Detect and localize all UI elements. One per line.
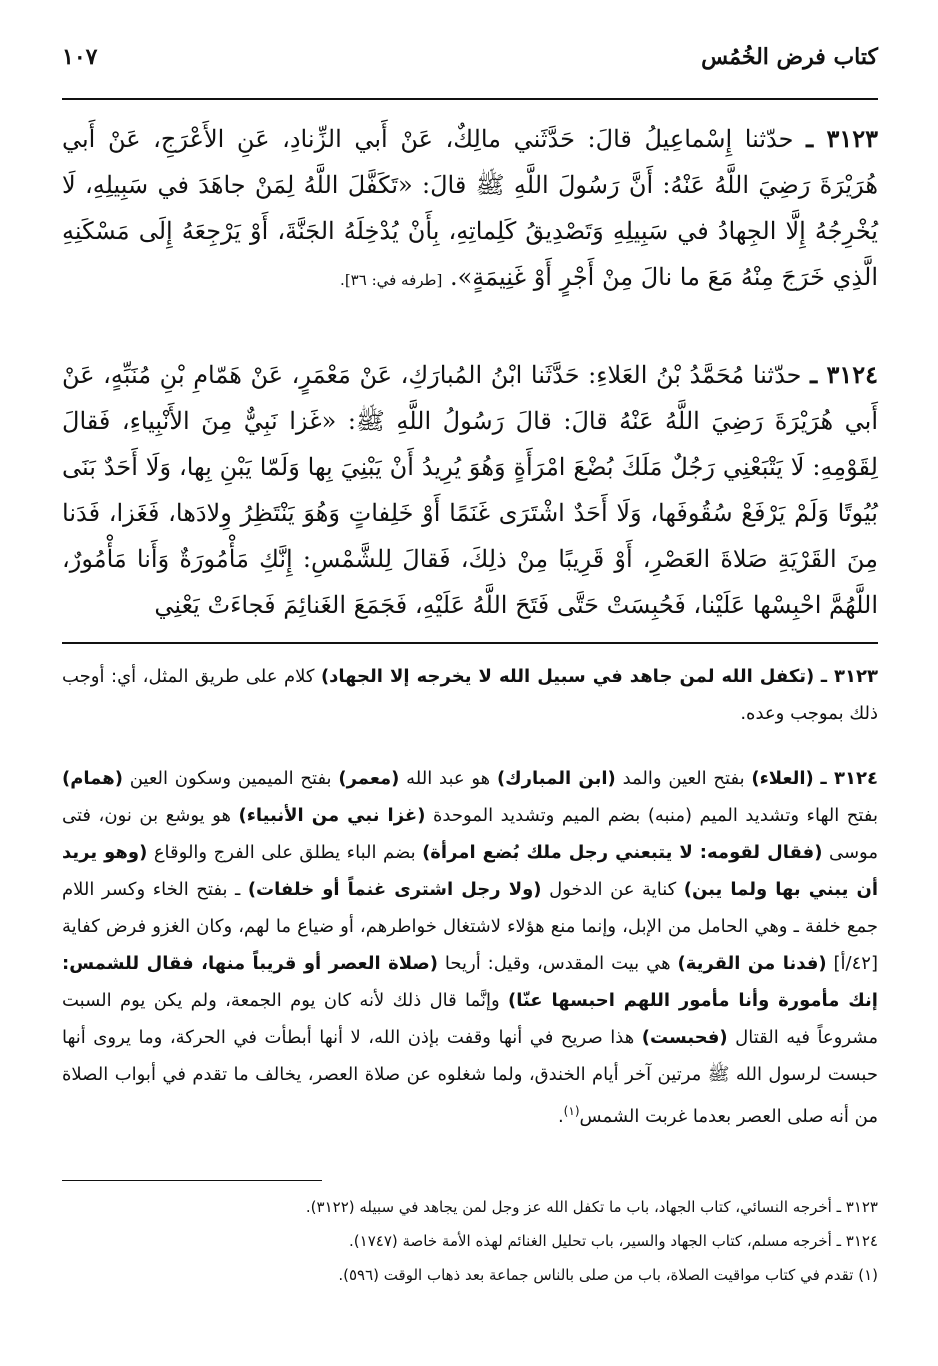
commentary-text: هذا صريح في أنها وقفت بإذن الله، لا أنها أبطأت في الحركة، وما يروى أنها حبست لرسول الله ﷺ مرتين آخر أيام الخندق، ولما شغلوه عن صلاة العصر، يخالف ما تقدم في أبواب الصلاة من أنه صلى العصر بعدما غربت الشمس bbox=[62, 1027, 878, 1127]
commentary-text: وإنَّما قال ذلك لأنه كان يوم الجمعة، ولم يكن يوم السبت مشروعاً فيه القتال bbox=[62, 990, 878, 1048]
commentary-3124 bbox=[62, 760, 878, 1135]
cross-reference: [طرفه في: ٣٦]. bbox=[340, 271, 443, 289]
commentary-text: كلام على طريق المثل، أي: أوجب ذلك بموجب وعده. bbox=[62, 666, 878, 724]
commentary-text: ـ بفتح الخاء وكسر اللام جمع خلفة ـ وهي الحامل من الإبل، وإنما منع هؤلاء لاشتغال خواطرهم، أو ضياع ما لهم، وكان الغزو فرض كفاية [٤٢/أ] bbox=[62, 879, 878, 974]
commentary-text: كناية عن الدخول bbox=[549, 879, 677, 900]
commentary-quote: (فقال لقومه: لا يتبعني رجل ملك بُضع امرأة) bbox=[422, 842, 823, 863]
hadith-3124 bbox=[62, 352, 878, 628]
commentary-quote: (غزا نبي من الأنبياء) bbox=[238, 805, 426, 826]
commentary-quote: (العلاء) bbox=[751, 768, 814, 789]
commentary-quote: (ولا رجل اشترى غنماً أو خلفات) bbox=[247, 879, 542, 900]
commentary-text: بضم الباء يطلق على الفرج والوقاع bbox=[153, 842, 416, 863]
hadith-number: ٣١٢٤ ـ bbox=[810, 360, 878, 389]
book-title: كتاب فرض الخُمُس bbox=[701, 44, 878, 70]
footnote-item: ٣١٢٣ ـ أخرجه النسائي، كتاب الجهاد، باب ما تكفل الله عز وجل لمن يجاهد في سبيله (٣١٢٢). bbox=[305, 1198, 878, 1216]
commentary-text: بفتح الميمين وسكون العين bbox=[129, 768, 332, 789]
hadith-text: حدّثنا مُحَمَّدُ بْنُ العَلاءِ: حَدَّثَنا ابْنُ المُبارَكِ، عَنْ مَعْمَرٍ، عَنْ هَمّامِ بْنِ مُنَبِّهٍ، عَنْ أَبي هُرَيْرَةَ رَضِيَ اللَّهُ عَنْهُ قالَ: قالَ رَسُولُ اللَّهِ ﷺ: «غَزا نَبِيٌّ مِنَ الأَنْبِياءِ، فَقالَ لِقَوْمِهِ: لَا يَتْبَعْنِي رَجُلٌ مَلَكَ بُضْعَ امْرَأَةٍ وَهُوَ يُرِيدُ أَنْ يَبْنِيَ بِها وَلَمّا يَبْنِ بِها، وَلَا أَحَدٌ بَنَى بُيُوتًا وَلَمْ يَرْفَعْ سُقُوفَها، وَلَا أَحَدٌ اشْتَرَى غَنَمًا أَوْ خَلِفاتٍ وَهُوَ يَنْتَظِرُ وِلادَها، فَغَزا، فَدَنا مِنَ القَرْيَةِ صَلاةَ العَصْرِ، أَوْ قَرِيبًا مِنْ ذلِكَ، فَقالَ لِلشَّمْسِ: إِنَّكِ مَأْمُورَةٌ وَأَنا مَأْمُورٌ، اللَّهُمَّ احْبِسْها عَلَيْنا، فَحُبِسَتْ حَتَّى فَتَحَ اللَّهُ عَلَيْهِ، فَجَمَعَ الغَنائِمَ فَجاءَتْ يَعْنِي bbox=[62, 361, 878, 619]
commentary-quote: (معمر) bbox=[338, 768, 400, 789]
commentary-quote: (وهو يريد أن يبني بها ولما يبن) bbox=[62, 842, 878, 900]
commentary-3123 bbox=[62, 658, 878, 732]
document-page bbox=[62, 44, 878, 1284]
hadith-text: حدّثنا إِسْماعِيلُ قالَ: حَدَّثَني مالِكٌ، عَنْ أَبي الزِّنادِ، عَنِ الأَعْرَجِ، عَنْ أَبي هُرَيْرَةَ رَضِيَ اللَّهُ عَنْهُ: أَنَّ رَسُولَ اللَّهِ ﷺ قالَ: «تَكَفَّلَ اللَّهُ لِمَنْ جاهَدَ في سَبِيلِهِ، لَا يُخْرِجُهُ إِلَّا الجِهادُ في سَبِيلِهِ وَتَصْدِيقُ كَلِماتِهِ، بِأَنْ يُدْخِلَهُ الجَنَّةَ، أَوْ يَرْجِعَهُ إِلَى مَسْكَنِهِ الَّذِي خَرَجَ مِنْهُ مَعَ ما نالَ مِنْ أَجْرٍ أَوْ غَنِيمَةٍ». bbox=[62, 125, 878, 291]
footnote-item: ٣١٢٤ ـ أخرجه مسلم، كتاب الجهاد والسير، باب تحليل الغنائم لهذه الأمة خاصة (١٧٤٧). bbox=[349, 1232, 878, 1250]
footnote-marker[interactable]: (١) bbox=[563, 1104, 580, 1118]
commentary-end: . bbox=[557, 1106, 564, 1127]
commentary-number: ٣١٢٤ ـ bbox=[820, 768, 878, 789]
commentary-text: هي بيت المقدس، وقيل: أريحا bbox=[444, 953, 671, 974]
section-divider bbox=[62, 642, 878, 644]
commentary-quote: (فحبست) bbox=[641, 1027, 728, 1048]
footnote-divider bbox=[62, 1180, 322, 1181]
commentary-quote: (ابن المبارك) bbox=[496, 768, 616, 789]
page-header bbox=[62, 44, 878, 100]
footnote-item: (١) تقدم في كتاب مواقيت الصلاة، باب من صلى بالناس جماعة بعد ذهاب الوقت (٥٩٦). bbox=[338, 1266, 878, 1284]
commentary-quote: (همام) bbox=[62, 768, 123, 789]
commentary-text: هو يوشع بن نون، فتى موسى bbox=[62, 805, 878, 863]
commentary-quote: (تكفل الله لمن جاهد في سبيل الله لا يخرجه إلا الجهاد) bbox=[320, 666, 815, 687]
footnotes bbox=[62, 1190, 878, 1292]
commentary-quote: (فدنا من القرية) bbox=[677, 953, 827, 974]
commentary-quote: (صلاة العصر أو قريباً منها، فقال للشمس: إنك مأمورة وأنا مأمور اللهم احبسها عنّا) bbox=[62, 953, 878, 1011]
page-number: ١٠٧ bbox=[62, 44, 98, 70]
commentary-number: ٣١٢٣ ـ bbox=[820, 666, 878, 687]
hadith-number: ٣١٢٣ ـ bbox=[806, 124, 878, 153]
hadith-3123 bbox=[62, 116, 878, 303]
commentary-text: بفتح العين والمد bbox=[622, 768, 745, 789]
commentary-text: هو عبد الله bbox=[406, 768, 491, 789]
commentary-text: بفتح الهاء وتشديد الميم (منبه) بضم الميم وتشديد الموحدة bbox=[432, 805, 878, 826]
